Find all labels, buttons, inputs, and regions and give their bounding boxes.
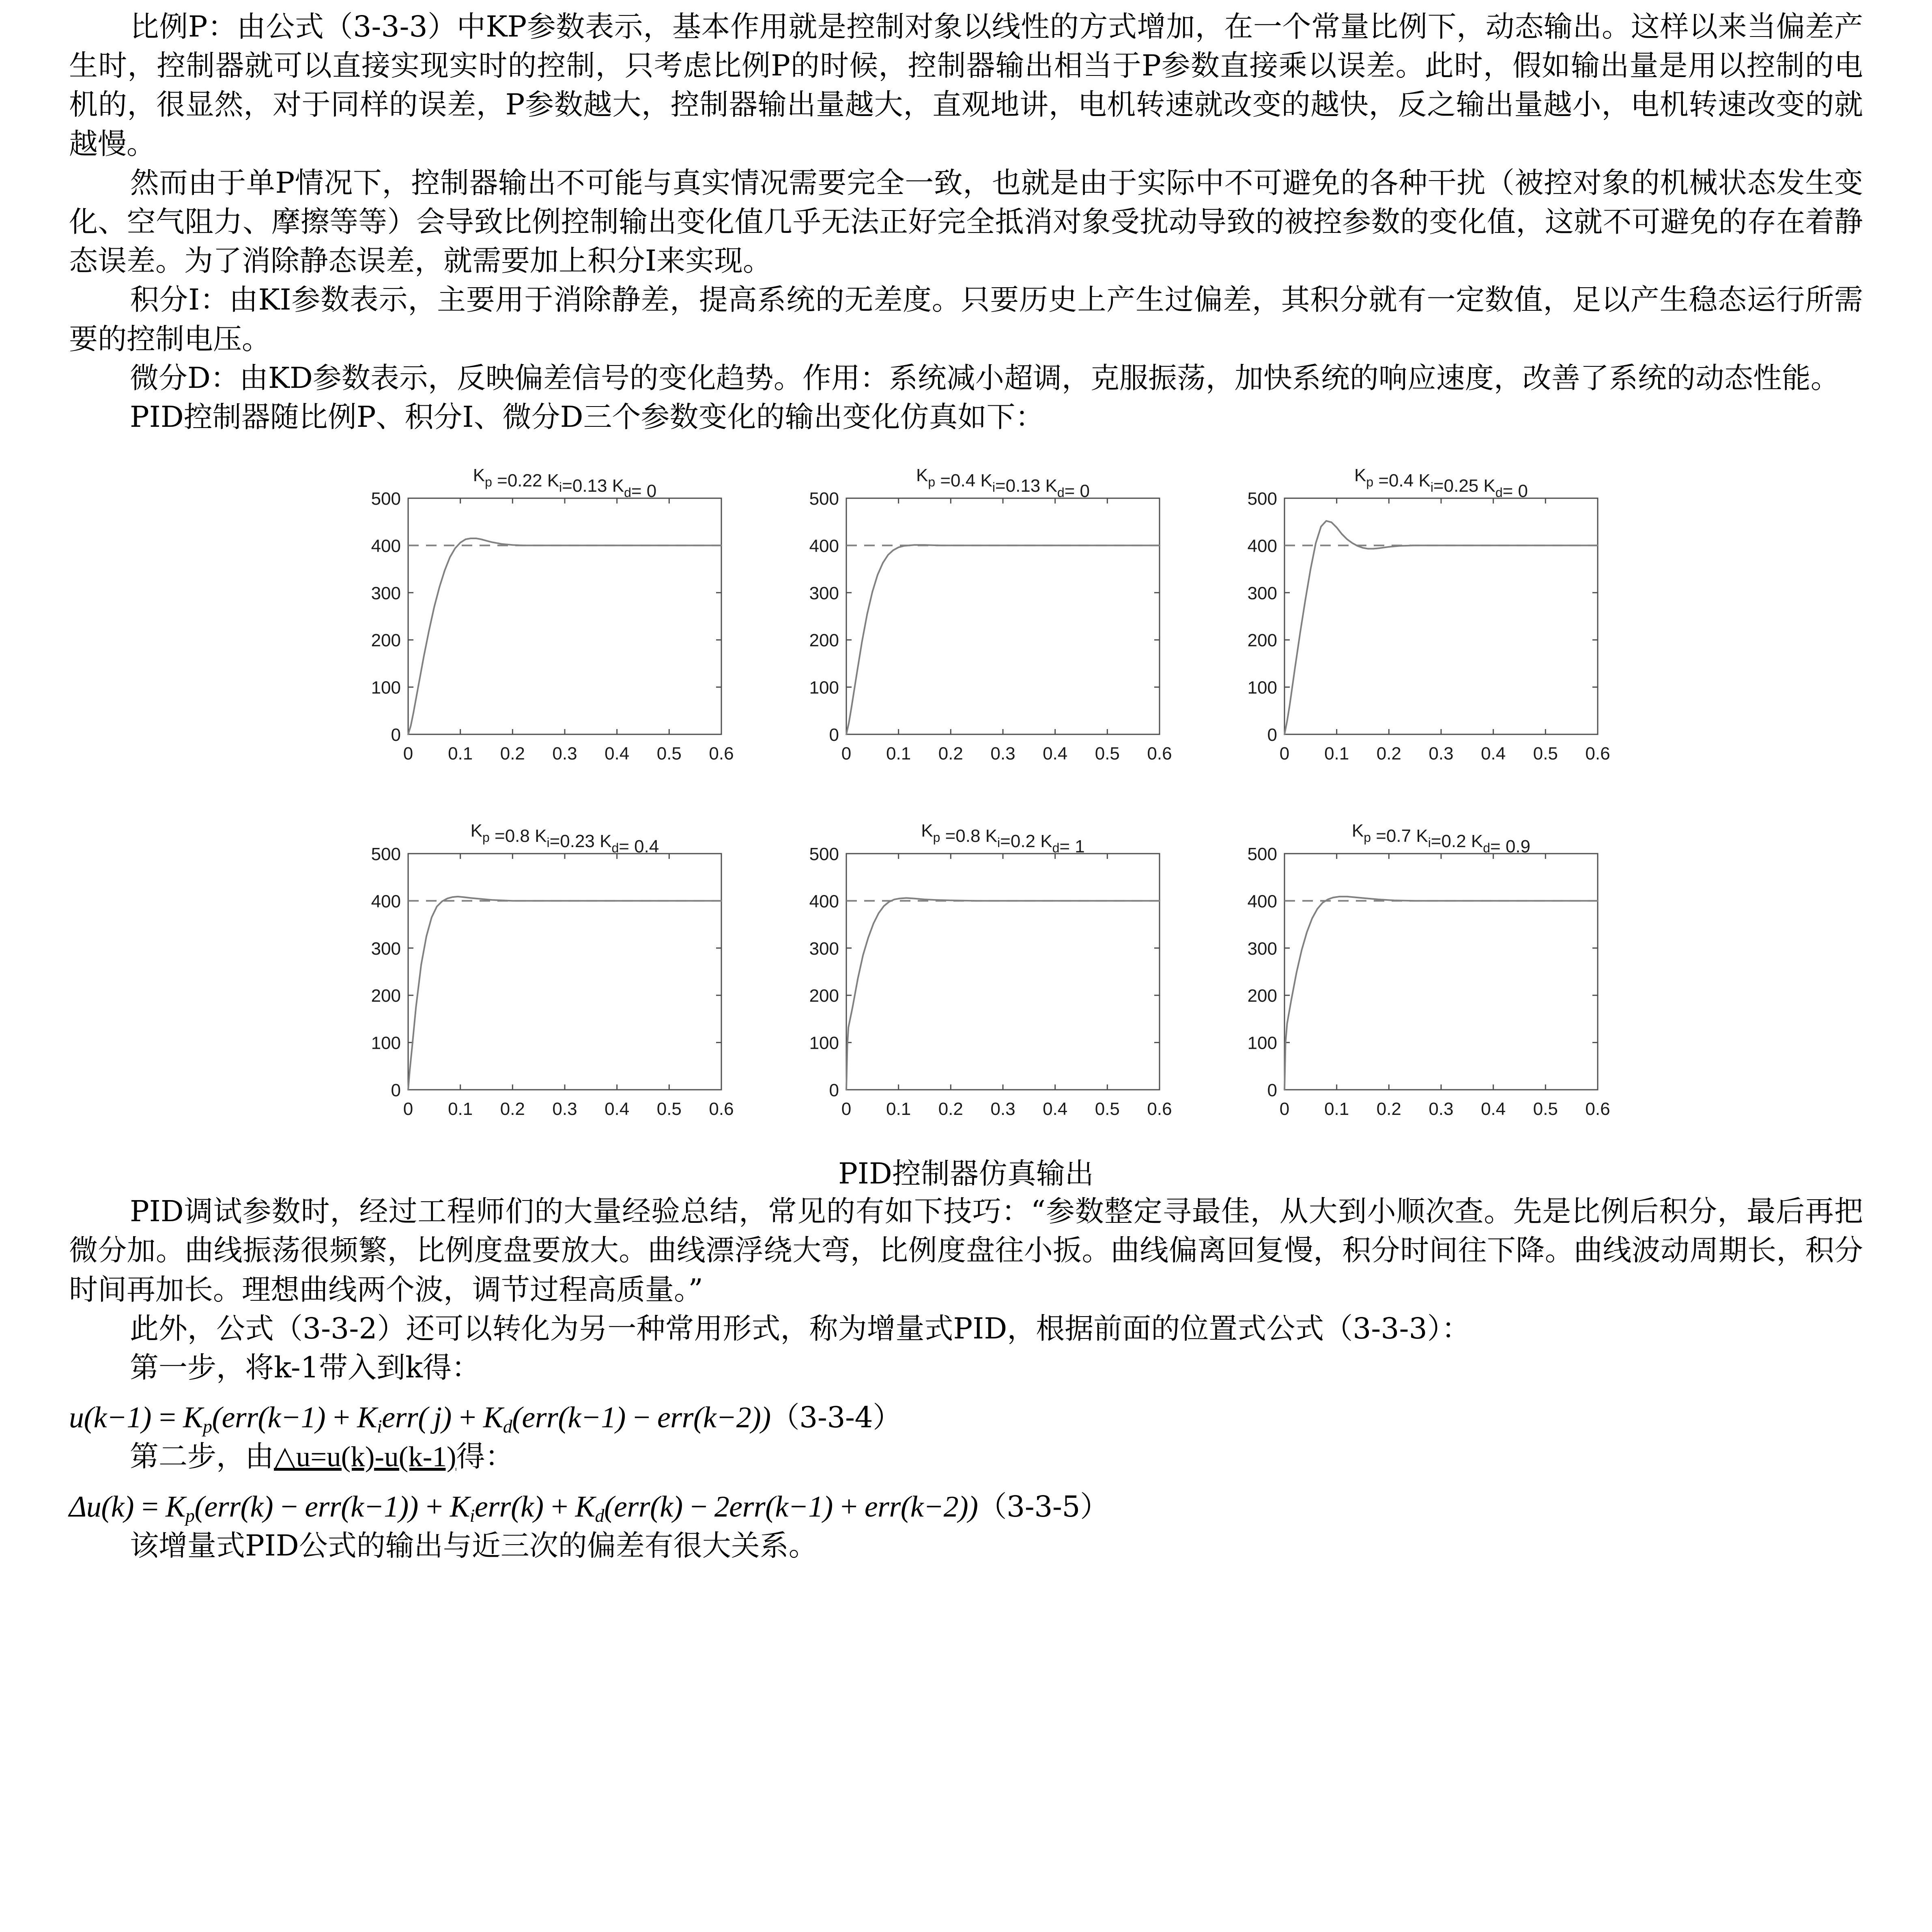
x-tick-label: 0.5 (1095, 744, 1120, 764)
chart-chart-3 (1197, 450, 1624, 791)
x-tick-label: 0.4 (605, 744, 630, 764)
x-tick-label: 0.1 (1324, 744, 1349, 764)
equation-3-3-4 (69, 1394, 1863, 1437)
x-tick-label: 0 (841, 744, 852, 764)
y-tick-label: 0 (391, 725, 401, 745)
x-tick-label: 0.4 (1043, 744, 1068, 764)
y-tick-label: 100 (371, 678, 401, 698)
paragraph-static-error (69, 164, 1863, 281)
x-tick-label: 0.6 (709, 744, 734, 764)
x-tick-label: 0.2 (1376, 1099, 1401, 1119)
plot-chart-4 (321, 806, 747, 1147)
x-tick-label: 0.3 (990, 1099, 1015, 1119)
chart-chart-4 (321, 806, 747, 1147)
equation-number: （3-3-5） (978, 1490, 1109, 1524)
chart-chart-5 (759, 806, 1185, 1147)
y-tick-label: 0 (829, 1080, 839, 1101)
y-tick-label: 400 (1247, 891, 1277, 912)
y-tick-label: 300 (1247, 939, 1277, 959)
x-tick-label: 0.3 (552, 744, 577, 764)
plot-chart-5 (759, 806, 1185, 1147)
y-tick-label: 400 (371, 891, 401, 912)
x-tick-label: 0 (1279, 1099, 1290, 1119)
paragraph-text: 积分I：由KI参数表示，主要用于消除静差，提高系统的无差度。只要历史上产生过偏差，其积分就有一定数值，足以产生稳态运行所需要的控制电压。 (69, 283, 1863, 356)
y-tick-label: 200 (809, 630, 839, 651)
x-tick-label: 0.6 (1147, 1099, 1172, 1119)
x-tick-label: 0.1 (886, 744, 911, 764)
x-tick-label: 0.3 (1429, 1099, 1454, 1119)
paragraph-sim-intro (69, 398, 1863, 437)
paragraph-integral (69, 280, 1863, 358)
x-tick-label: 0.4 (1481, 1099, 1506, 1119)
paragraph-derivative (69, 359, 1863, 398)
paragraph-text: PID控制器随比例P、积分I、微分D三个参数变化的输出变化仿真如下： (130, 400, 1044, 434)
y-tick-label: 400 (1247, 536, 1277, 556)
x-tick-label: 0.4 (1481, 744, 1506, 764)
y-tick-label: 300 (371, 939, 401, 959)
x-tick-label: 0 (1279, 744, 1290, 764)
y-tick-label: 100 (809, 1033, 839, 1053)
y-tick-label: 0 (829, 725, 839, 745)
x-tick-label: 0.2 (500, 744, 525, 764)
chart-grid (69, 450, 1863, 1147)
equation-body: $u(k-1) = K_p(err(k-1) + K_ierr$( $j) + K_d(err(k-1) - err(k-2))$ (69, 1401, 771, 1437)
y-tick-label: 300 (1247, 583, 1277, 604)
y-tick-label: 400 (809, 891, 839, 912)
x-tick-label: 0 (841, 1099, 852, 1119)
response-curve (846, 898, 1160, 1090)
paragraph-tuning-tips (69, 1192, 1863, 1309)
plot-frame (846, 498, 1160, 734)
chart-title: $K_p =0.4$ $K_i=0.25$ $K_d= 0$ (1354, 465, 1528, 501)
plot-frame (408, 854, 721, 1090)
y-tick-label: 100 (371, 1033, 401, 1053)
y-tick-label: 500 (809, 489, 839, 509)
y-tick-label: 300 (371, 583, 401, 604)
step-two-prefix: 第二步，由 (130, 1439, 274, 1474)
equation-body: $\Delta u(k) = K_p(err(k) - err(k-1)) + K_ierr(k) + K_d(err(k) - 2err(k-1) + err(k-2))$ (69, 1490, 978, 1526)
x-tick-label: 0.5 (1533, 744, 1558, 764)
paragraph-incremental-intro (69, 1309, 1863, 1348)
y-tick-label: 200 (1247, 630, 1277, 651)
y-tick-label: 300 (809, 939, 839, 959)
paragraph-text: 微分D：由KD参数表示，反映偏差信号的变化趋势。作用：系统减小超调，克服振荡，加快系统的响应速度，改善了系统的动态性能。 (130, 361, 1839, 395)
response-curve (408, 538, 721, 734)
y-tick-label: 300 (809, 583, 839, 604)
chart-title: $K_p =0.7$ $K_i=0.2$ $K_d= 0.9$ (1351, 821, 1531, 857)
y-tick-label: 200 (371, 986, 401, 1006)
x-tick-label: 0.3 (552, 1099, 577, 1119)
paragraph-step-two (69, 1437, 1863, 1476)
x-tick-label: 0.5 (1095, 1099, 1120, 1119)
y-tick-label: 100 (1247, 678, 1277, 698)
y-tick-label: 500 (1247, 844, 1277, 865)
plot-frame (1284, 854, 1598, 1090)
plot-chart-2 (759, 450, 1185, 791)
chart-chart-2 (759, 450, 1185, 791)
plot-frame (1284, 498, 1598, 734)
y-tick-label: 500 (371, 489, 401, 509)
plot-chart-1 (321, 450, 747, 791)
y-tick-label: 0 (391, 1080, 401, 1101)
x-tick-label: 0.2 (500, 1099, 525, 1119)
chart-title: $K_p =0.22$ $K_i=0.13$ $K_d= 0$ (473, 465, 657, 501)
paragraph-step-one (69, 1348, 1863, 1387)
y-tick-label: 500 (809, 844, 839, 865)
x-tick-label: 0.3 (1429, 744, 1454, 764)
figure-caption: PID控制器仿真输出 (838, 1157, 1094, 1191)
step-two-suffix: 得： (456, 1439, 514, 1474)
plot-chart-3 (1197, 450, 1624, 791)
x-tick-label: 0.4 (1043, 1099, 1068, 1119)
y-tick-label: 100 (809, 678, 839, 698)
plot-frame (408, 498, 721, 734)
equation-3-3-5 (69, 1484, 1863, 1526)
x-tick-label: 0.4 (605, 1099, 630, 1119)
chart-title: $K_p =0.4$ $K_i=0.13$ $K_d= 0$ (916, 465, 1090, 501)
paragraph-proportional (69, 7, 1863, 164)
paragraph-text: 然而由于单P情况下，控制器输出不可能与真实情况需要完全一致，也就是由于实际中不可避免的各种干扰（被控对象的机械状态发生变化、空气阻力、摩擦等等）会导致比例控制输出变化值几乎无法正好完全抵消对象受扰动导致的被控参数的变化值，这就不可避免的存在着静态误差。为了消除静态误差，就需要加上积分I来实现。 (69, 166, 1863, 278)
x-tick-label: 0.1 (448, 744, 473, 764)
y-tick-label: 200 (371, 630, 401, 651)
x-tick-label: 0.6 (1585, 744, 1610, 764)
response-curve (846, 545, 1160, 734)
x-tick-label: 0 (403, 1099, 413, 1119)
y-tick-label: 0 (1267, 725, 1277, 745)
equation-number: （3-3-4） (770, 1401, 901, 1435)
y-tick-label: 400 (371, 536, 401, 556)
x-tick-label: 0 (403, 744, 413, 764)
y-tick-label: 500 (1247, 489, 1277, 509)
x-tick-label: 0.6 (1147, 744, 1172, 764)
paragraph-closing (69, 1526, 1863, 1565)
response-curve (1284, 897, 1598, 1090)
y-tick-label: 500 (371, 844, 401, 865)
paragraph-text: 第一步，将k-1带入到k得： (130, 1351, 480, 1385)
x-tick-label: 0.2 (1376, 744, 1401, 764)
paragraph-text: 此外，公式（3-3-2）还可以转化为另一种常用形式，称为增量式PID，根据前面的位置式公式（3-3-3）： (130, 1311, 1471, 1345)
response-curve (408, 897, 721, 1090)
chart-title: $K_p =0.8$ $K_i=0.2$ $K_d= 1$ (921, 821, 1085, 857)
y-tick-label: 100 (1247, 1033, 1277, 1053)
y-tick-label: 0 (1267, 1080, 1277, 1101)
x-tick-label: 0.5 (656, 744, 682, 764)
x-tick-label: 0.1 (886, 1099, 911, 1119)
chart-chart-6 (1197, 806, 1624, 1147)
x-tick-label: 0.3 (990, 744, 1015, 764)
y-tick-label: 200 (1247, 986, 1277, 1006)
x-tick-label: 0.2 (938, 1099, 963, 1119)
x-tick-label: 0.6 (709, 1099, 734, 1119)
paragraph-text: 该增量式PID公式的输出与近三次的偏差有很大关系。 (130, 1529, 818, 1563)
plot-chart-6 (1197, 806, 1624, 1147)
pid-simulation-figure (69, 450, 1863, 1192)
paragraph-text: PID调试参数时，经过工程师们的大量经验总结，常见的有如下技巧：“参数整定寻最佳，从大到小顺次查。先是比例后积分，最后再把微分加。曲线振荡很频繁，比例度盘要放大。曲线漂浮绕大弯，比例度盘往小扳。曲线偏离回复慢，积分时间往下降。曲线波动周期长，积分时间再加长。理想曲线两个波，调节过程高质量。” (69, 1194, 1863, 1306)
plot-frame (846, 854, 1160, 1090)
response-curve (1284, 521, 1598, 734)
y-tick-label: 400 (809, 536, 839, 556)
step-two-formula: △u=u(k)-u(k-1) (274, 1441, 456, 1473)
x-tick-label: 0.2 (938, 744, 963, 764)
y-tick-label: 200 (809, 986, 839, 1006)
x-tick-label: 0.1 (448, 1099, 473, 1119)
chart-title: $K_p =0.8$ $K_i=0.23$ $K_d= 0.4$ (470, 821, 659, 857)
x-tick-label: 0.1 (1324, 1099, 1349, 1119)
chart-chart-1 (321, 450, 747, 791)
x-tick-label: 0.5 (656, 1099, 682, 1119)
x-tick-label: 0.5 (1533, 1099, 1558, 1119)
paragraph-text: 比例P：由公式（3-3-3）中KP参数表示，基本作用就是控制对象以线性的方式增加，在一个常量比例下，动态输出。这样以来当偏差产生时，控制器就可以直接实现实时的控制，只考虑比例P的时候，控制器输出相当于P参数直接乘以误差。此时，假如输出量是用以控制的电机的，很显然，对于同样的误差，P参数越大，控制器输出量越大，直观地讲，电机转速就改变的越快，反之输出量越小，电机转速改变的就越慢。 (69, 10, 1863, 161)
x-tick-label: 0.6 (1585, 1099, 1610, 1119)
